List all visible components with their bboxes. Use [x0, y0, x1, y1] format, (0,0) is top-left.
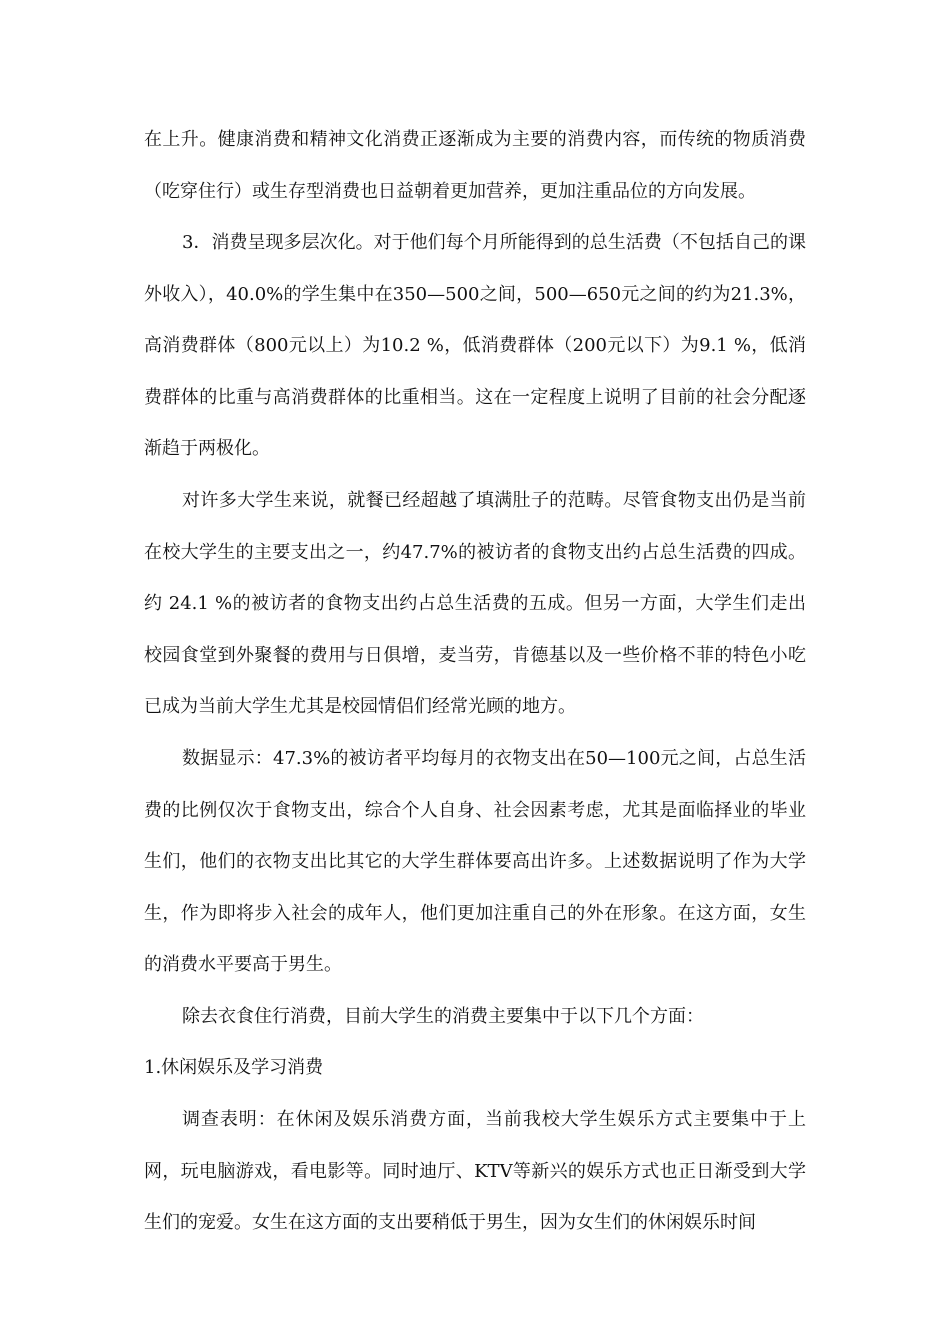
- paragraph-other-consumption: 除去衣食住行消费，目前大学生的消费主要集中于以下几个方面：: [182, 1006, 704, 1027]
- paragraph-leisure-survey: 调查表明：在休闲及娱乐消费方面，当前我校大学生娱乐方式主要集中于上网，玩电脑游戏，看电影等。同时迪厅、KTV等新兴的娱乐方式也正日渐受到大学生们的宠爱。女生在这方面的支出要稍低于男生，因为女生们的休闲娱乐时间: [144, 1109, 806, 1233]
- paragraph-multilevel-consumption: 3．消费呈现多层次化。对于他们每个月所能得到的总生活费（不包括自己的课外收入），40.0%的学生集中在350—500之间，500—650元之间的约为21.3%，高消费群体（800元以上）为10.2 %，低消费群体（200元以下）为9.1 %，低消费群体的比重与高消费群体的比重相当。这在一定程度上说明了目前的社会分配逐渐趋于两极化。: [144, 232, 806, 459]
- paragraph-clothing-spending: 数据显示：47.3%的被访者平均每月的衣物支出在50—100元之间，占总生活费的比例仅次于食物支出，综合个人自身、社会因素考虑，尤其是面临择业的毕业生们，他们的衣物支出比其它的大学生群体要高出许多。上述数据说明了作为大学生，作为即将步入社会的成年人，他们更加注重自己的外在形象。在这方面，女生的消费水平要高于男生。: [144, 748, 806, 975]
- paragraph-food-spending: 对许多大学生来说，就餐已经超越了填满肚子的范畴。尽管食物支出仍是当前在校大学生的主要支出之一，约47.7%的被访者的食物支出约占总生活费的四成。约 24.1 %的被访者的食物支出约占总生活费的五成。但另一方面，大学生们走出校园食堂到外聚餐的费用与日俱增，麦当劳，肯德基以及一些价格不菲的特色小吃已成为当前大学生尤其是校园情侣们经常光顾的地方。: [144, 490, 806, 717]
- section-heading: 1.休闲娱乐及学习消费: [144, 1057, 324, 1078]
- paragraph-continuation: 在上升。健康消费和精神文化消费正逐渐成为主要的消费内容，而传统的物质消费（吃穿住行）或生存型消费也日益朝着更加营养，更加注重品位的方向发展。: [144, 129, 806, 202]
